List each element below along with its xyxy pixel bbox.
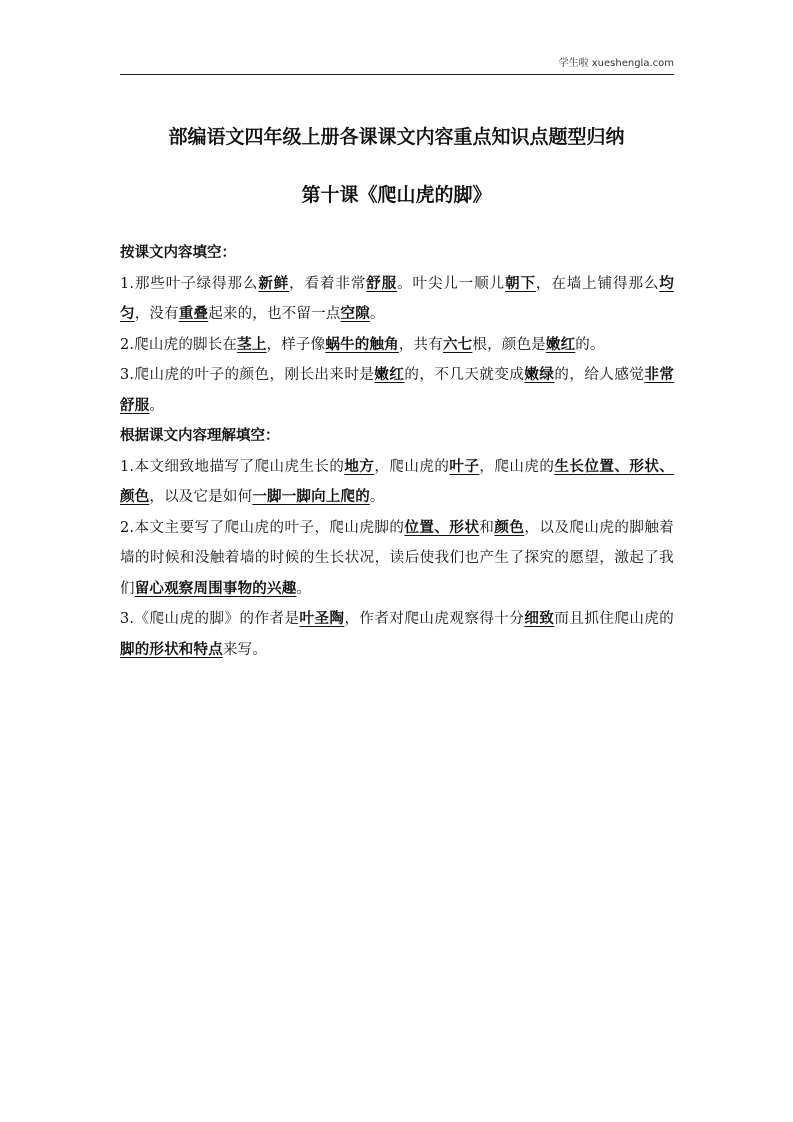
question-text: ，没有 <box>134 306 179 322</box>
question-text: ，作者对爬山虎观察得十分 <box>344 611 525 627</box>
question-text: ，爬山虎的 <box>374 458 450 475</box>
question-text: 。 <box>369 306 385 322</box>
answer-text: 位置、形状 <box>404 519 480 536</box>
question-text: ，样子像 <box>266 336 326 353</box>
question-item <box>120 360 674 421</box>
answer-text: 六七 <box>442 336 473 353</box>
question-item <box>120 452 674 513</box>
question-text: 。 <box>296 580 312 597</box>
question-text: ，看着非常 <box>289 275 367 292</box>
answer-text: 新鲜 <box>258 275 290 292</box>
question-text: ，以及爬山虎的脚触着墙的时候和没触着墙的时候的生长状况，读后使我们也产生了探究的愿望，激起了我们 <box>120 519 675 597</box>
question-text: ，共有 <box>398 336 443 353</box>
question-text: 1.那些叶子绿得那么 <box>120 275 259 292</box>
header-site-label: 学生啦 xueshengla.com <box>558 58 674 69</box>
answer-text: 均匀 <box>120 275 674 322</box>
answer-text: 重叠 <box>178 306 209 322</box>
question-item <box>120 513 674 605</box>
answer-text: 地方 <box>344 458 375 475</box>
question-text: ，爬山虎的 <box>479 458 555 475</box>
answer-text: 茎上 <box>237 336 267 353</box>
answer-text: 非常舒服 <box>120 367 675 414</box>
answer-text: 脚的形状和特点 <box>120 641 223 658</box>
question-text: 根，颜色是 <box>472 336 546 353</box>
question-text: ，以及它是如何 <box>149 489 253 505</box>
page-header <box>120 57 674 75</box>
question-text: 和 <box>479 519 495 536</box>
document-body <box>120 238 674 665</box>
question-item <box>120 604 674 665</box>
question-text: 。叶尖儿一顺儿 <box>397 275 506 292</box>
section-heading: 按课文内容填空： <box>120 245 236 261</box>
question-item <box>120 330 674 361</box>
question-text: 1.本文细致地描写了爬山虎生长的 <box>120 458 345 475</box>
question-text: 而且抓住爬山虎的 <box>554 611 675 627</box>
section-heading: 根据课文内容理解填空： <box>120 428 280 444</box>
question-text: 2.爬山虎的脚长在 <box>120 336 238 353</box>
answer-text: 朝下 <box>505 275 536 292</box>
question-text: 的，不几天就变成 <box>404 367 525 383</box>
question-text: 3.《爬山虎的脚》的作者是 <box>120 611 300 627</box>
question-text: 3.爬山虎的叶子的颜色，刚长出来时是 <box>120 367 375 383</box>
answer-text: 叶子 <box>449 458 480 475</box>
answer-text: 颜色 <box>494 519 525 536</box>
question-text: 起来的，也不留一点 <box>208 306 341 322</box>
answer-text: 留心观察周围事物的兴趣 <box>134 580 297 597</box>
answer-text: 叶圣陶 <box>299 611 345 627</box>
question-text: 来写。 <box>222 641 268 658</box>
answer-text: 嫩红 <box>545 336 576 353</box>
answer-text: 生长位置、形状、颜色 <box>120 458 675 505</box>
question-text: 的。 <box>575 336 605 353</box>
question-text: 。 <box>369 489 385 505</box>
question-text: 2.本文主要写了爬山虎的叶子，爬山虎脚的 <box>120 519 405 536</box>
answer-text: 蜗牛的触角 <box>325 336 399 353</box>
question-text: 的，给人感觉 <box>554 367 645 383</box>
question-text: 。 <box>149 397 165 414</box>
answer-text: 嫩绿 <box>524 367 555 383</box>
answer-text: 细致 <box>524 611 555 627</box>
question-text: ，在墙上铺得那么 <box>535 275 660 292</box>
lesson-title: 第十课《爬山虎的脚》 <box>301 184 492 206</box>
answer-text: 舒服 <box>366 275 398 292</box>
answer-text: 一脚一脚向上爬的 <box>252 489 370 505</box>
answer-text: 空隙 <box>340 306 370 322</box>
question-item <box>120 269 674 330</box>
answer-text: 嫩红 <box>374 367 405 383</box>
document-title: 部编语文四年级上册各课课文内容重点知识点题型归纳 <box>168 126 625 148</box>
